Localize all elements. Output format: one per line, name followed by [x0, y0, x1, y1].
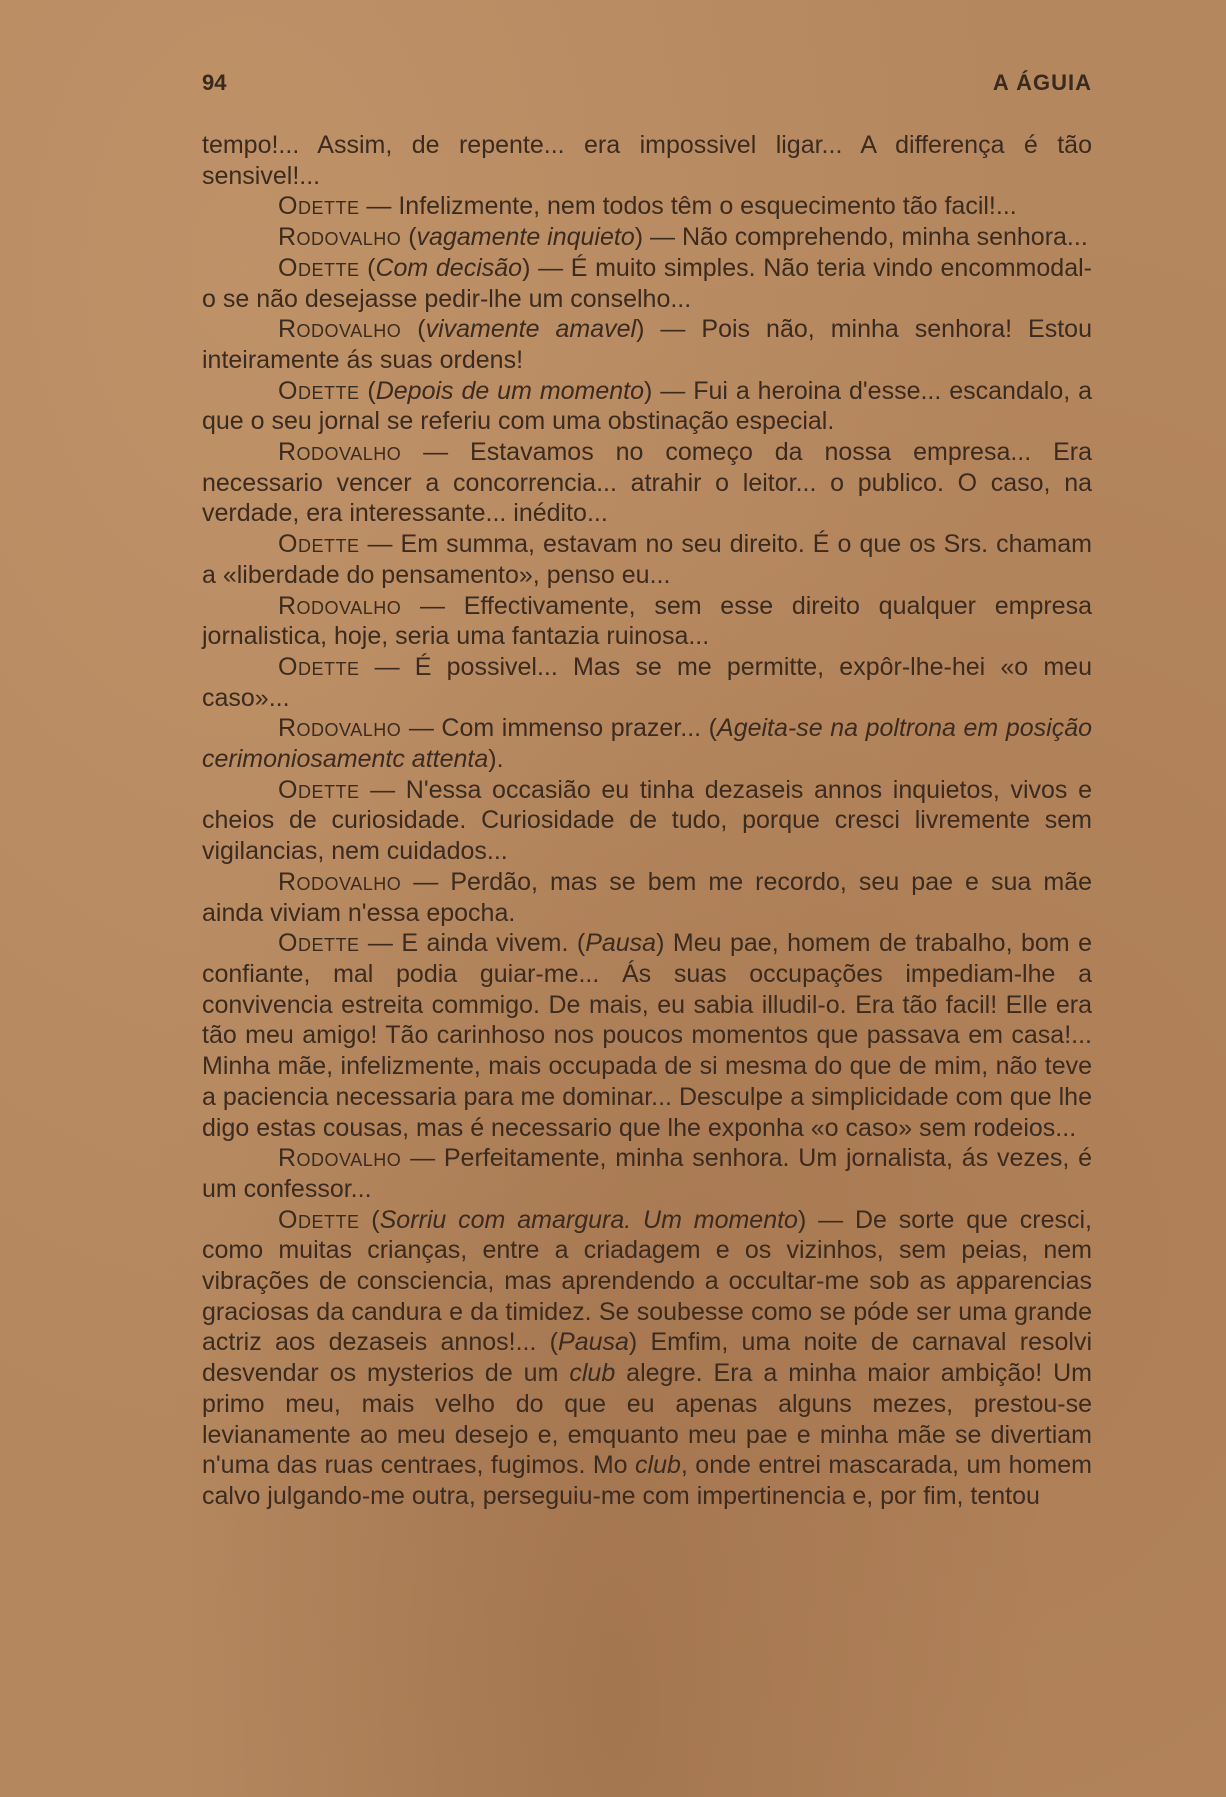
paragraph — [202, 1143, 1092, 1204]
speaker-name: Rodovalho — [278, 867, 402, 896]
stage-direction: Pausa — [585, 929, 657, 958]
dialogue-text: tempo!... Assim, de repente... era impossivel ligar... A differença é tão sensivel!... — [202, 131, 1092, 190]
paragraph — [202, 314, 1092, 375]
dialogue-text: — Effectivamente, sem esse direito qualquer empresa jornalistica, hoje, seria uma fantazia ruinosa... — [202, 591, 1092, 651]
speaker-name: Rodovalho — [278, 223, 402, 252]
paragraph — [202, 529, 1092, 590]
speaker-name: Rodovalho — [278, 714, 402, 743]
paragraph — [202, 130, 1092, 191]
stage-direction: club — [569, 1359, 616, 1388]
dialogue-text: ) — É muito simples. Não teria vindo encommodal-o se não desejasse pedir-lhe um conselho... — [202, 253, 1092, 313]
journal-title: A ÁGUIA — [992, 70, 1092, 95]
dialogue-text: , onde entrei mascarada, um homem calvo julgando-me outra, perseguiu-me com impertinencia e, por fim, tentou — [202, 1451, 1092, 1510]
dialogue-text: — N'essa occasião eu tinha dezaseis annos inquietos, vivos e cheios de curiosidade. Curiosidade de tudo, porque cresci livremente sem vigilancias, nem cuidados... — [202, 775, 1092, 866]
stage-direction: vagamente inquieto — [416, 223, 635, 252]
dialogue-text: — Em summa, estavam no seu direito. É o que os Srs. chamam a «liberdade do pensamento», penso eu... — [202, 530, 1092, 589]
stage-direction: Pausa — [558, 1328, 629, 1357]
speaker-name: Odette — [278, 192, 360, 221]
paragraph — [202, 222, 1092, 253]
paragraph — [202, 591, 1092, 652]
body-text — [202, 130, 1092, 1512]
dialogue-text: ( — [359, 376, 376, 405]
paragraph — [202, 1205, 1092, 1512]
paragraph — [202, 775, 1092, 867]
dialogue-text: ( — [359, 253, 376, 282]
dialogue-text: ) Meu pae, homem de trabalho, bom e confiante, mal podia guiar-me... Ás suas occupações impediam-lhe a convivencia estreita commigo. De mais, eu sabia illudil-o. Era tão facil! Elle era tão meu amigo! Tão carinhoso nos poucos momentos que passava em casa!... Minha mãe, infelizmente, mais occupada de si mesma do que de mim, não teve a paciencia necessaria para me dominar... Desculpe a simplicidade com que lhe digo estas cousas, mas é necessario que lhe exponha «o caso» sem rodeios... — [202, 929, 1092, 1142]
dialogue-text: ) — Pois não, minha senhora! Estou inteiramente ás suas ordens! — [202, 315, 1092, 374]
speaker-name: Odette — [278, 775, 360, 804]
speaker-name: Odette — [278, 652, 360, 681]
dialogue-text: — É possivel... Mas se me permitte, expôr-lhe-hei «o meu caso»... — [202, 652, 1092, 712]
speaker-name: Rodovalho — [278, 315, 402, 344]
paragraph — [202, 652, 1092, 713]
speaker-name: Rodovalho — [278, 438, 402, 467]
speaker-name: Odette — [278, 929, 360, 958]
dialogue-text: — Perdão, mas se bem me recordo, seu pae e sua mãe ainda viviam n'essa epocha. — [202, 867, 1092, 927]
speaker-name: Rodovalho — [278, 591, 402, 620]
paragraph — [202, 437, 1092, 529]
running-head — [202, 70, 1092, 130]
paragraph — [202, 928, 1092, 1143]
speaker-name: Rodovalho — [278, 1144, 402, 1173]
dialogue-text: — Infelizmente, nem todos têm o esquecimento tão facil!... — [359, 192, 1017, 221]
stage-direction: club — [635, 1451, 681, 1480]
stage-direction: Com decisão — [375, 253, 523, 282]
dialogue-text: ) — De sorte que cresci, como muitas crianças, entre a criadagem e os vizinhos, sem peias, nem vibrações de consciencia, mas aprendendo a occultar-me sob as apparencias graciosas da candura e da timidez. Se soubesse como se póde ser uma grande actriz aos dezaseis annos!... ( — [202, 1205, 1093, 1357]
stage-direction: Depois de um momento — [375, 376, 645, 405]
dialogue-text: — Estavamos no começo da nossa empresa... Era necessario vencer a concorrencia... atrahir o leitor... o publico. O caso, na verdade, era interessante... inédito... — [202, 438, 1092, 528]
stage-direction: vivamente amavel — [425, 315, 637, 344]
dialogue-text: ( — [401, 223, 417, 252]
speaker-name: Odette — [278, 530, 360, 559]
speaker-name: Odette — [278, 253, 360, 282]
stage-direction: Sorriu com amargura. Um momento — [379, 1205, 798, 1234]
dialogue-text: ( — [359, 1205, 380, 1234]
speaker-name: Odette — [278, 1205, 360, 1234]
paragraph — [202, 253, 1092, 314]
dialogue-text: ) — Fui a heroina d'esse... escandalo, a que o seu jornal se referiu com uma obstinação especial. — [202, 376, 1092, 436]
paragraph — [202, 867, 1092, 928]
dialogue-text: ). — [488, 745, 504, 774]
paragraph — [202, 376, 1092, 437]
dialogue-text: ) Emfim, uma noite de carnaval resolvi desvendar os mysterios de um — [202, 1328, 1092, 1388]
dialogue-text: ( — [401, 315, 426, 344]
dialogue-text: ) — Não comprehendo, minha senhora... — [634, 223, 1088, 252]
book-page — [202, 70, 1092, 1512]
paragraph — [202, 191, 1092, 222]
dialogue-text: — E ainda vivem. ( — [359, 929, 586, 958]
stage-direction: Ageita-se na poltrona em posição cerimoniosamentc attenta — [202, 714, 1093, 774]
page-number: 94 — [202, 70, 227, 95]
speaker-name: Odette — [278, 376, 360, 405]
paragraph — [202, 713, 1092, 774]
dialogue-text: alegre. Era a minha maior ambição! Um primo meu, mais velho do que eu apenas alguns mezes, prestou-se levianamente ao meu desejo e, emquanto meu pae e minha mãe se divertiam n'uma das ruas centraes, fugimos. Mo — [202, 1359, 1092, 1480]
dialogue-text: — Com immenso prazer... ( — [401, 714, 718, 743]
dialogue-text: — Perfeitamente, minha senhora. Um jornalista, ás vezes, é um confessor... — [202, 1144, 1092, 1203]
